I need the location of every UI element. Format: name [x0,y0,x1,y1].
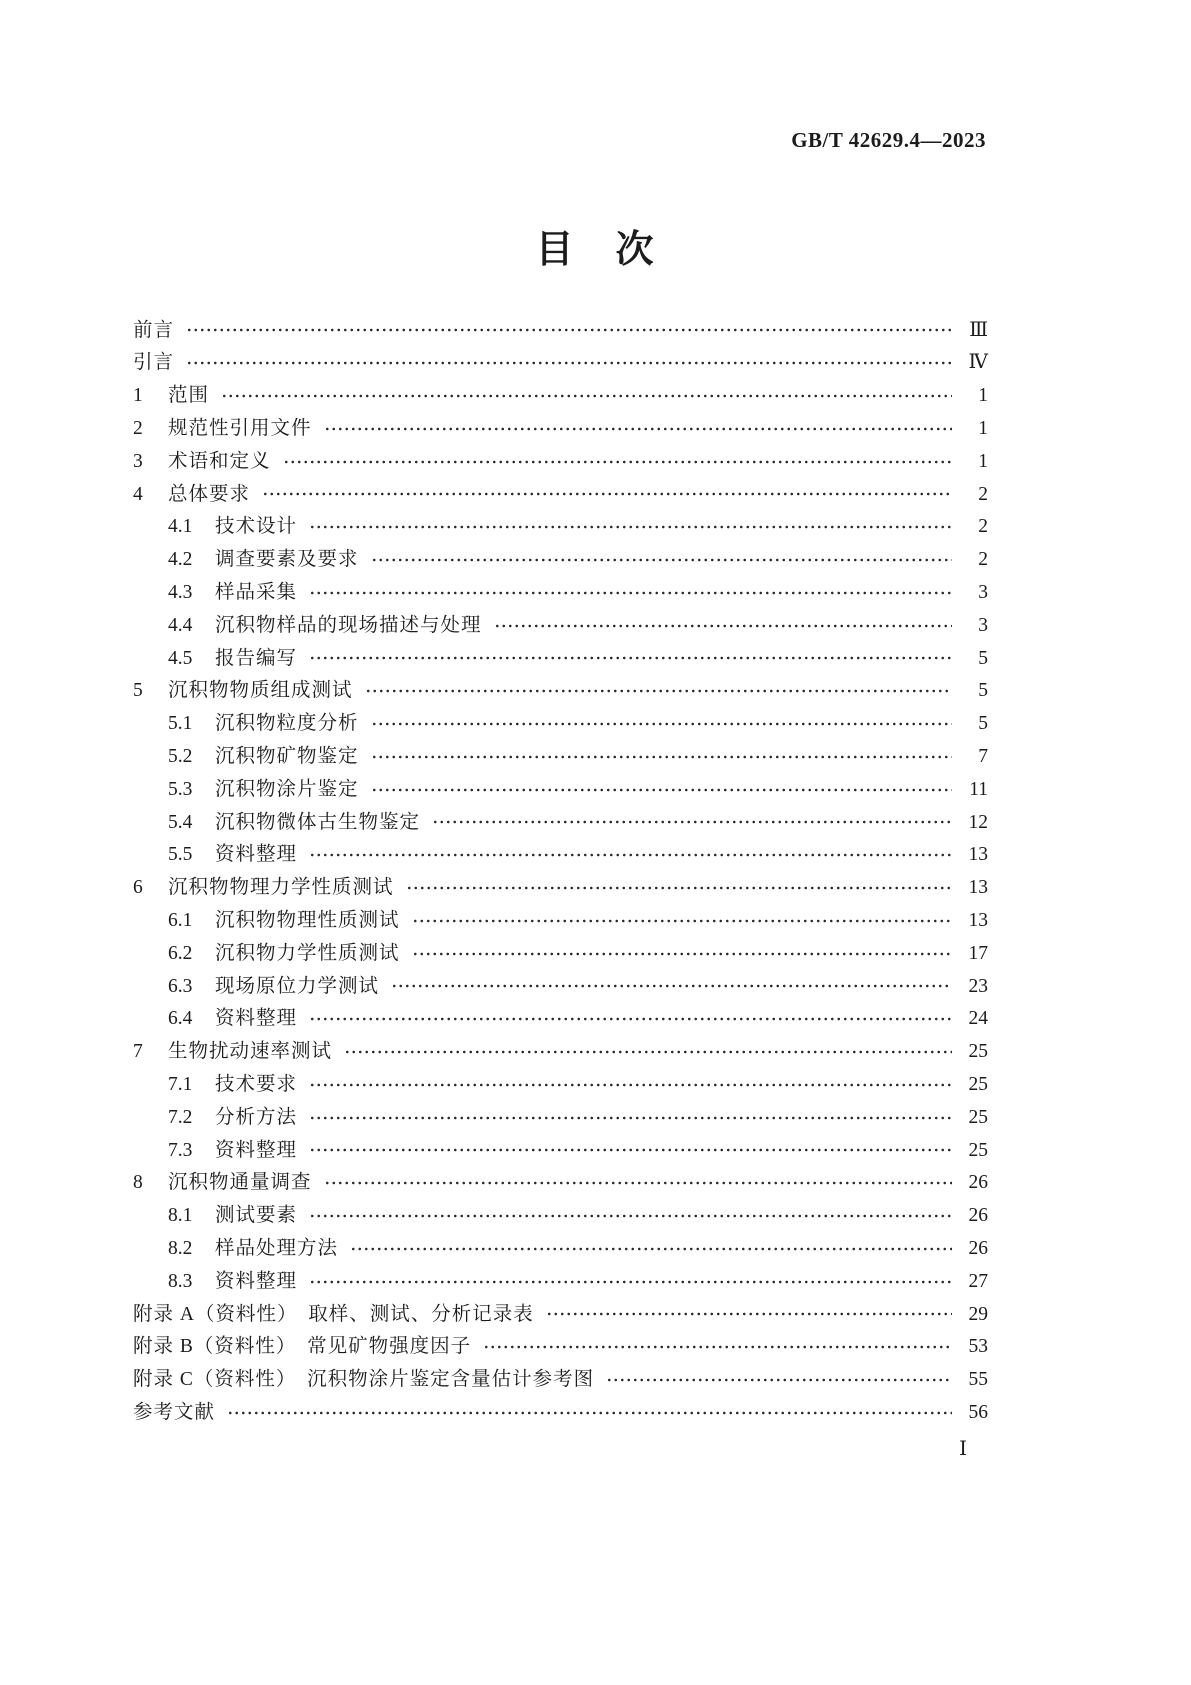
toc-entry-page: 5 [978,713,988,735]
dot-leader [494,618,952,634]
toc-entry-label: 沉积物涂片鉴定 [215,778,359,800]
toc-entry [133,740,988,773]
dot-leader [344,1044,952,1060]
toc-entry [133,1101,988,1134]
toc-entry-label: 规范性引用文件 [168,418,312,440]
toc-entry-label: 测试要素 [215,1205,298,1227]
toc-entry-page: 3 [978,614,988,636]
toc-entry-number: 6 [133,877,143,899]
toc-entry-label: 附录 C（资料性） 沉积物涂片鉴定含量估计参考图 [133,1369,595,1391]
toc-entry-page: 26 [968,1172,988,1194]
toc-entry-label: 分析方法 [215,1106,298,1128]
dot-leader [371,716,952,732]
toc-entry [133,347,988,380]
toc-entry-page: 5 [978,680,988,702]
toc-entry [133,1331,988,1364]
toc-entry [133,1364,988,1397]
toc-entry [133,1396,988,1429]
toc-entry-page: 3 [978,582,988,604]
toc-entry-number: 7.1 [168,1073,193,1095]
dot-leader [406,880,952,896]
toc-entry-label: 沉积物粒度分析 [215,713,359,735]
toc-entry-number: 7 [133,1041,143,1063]
toc-entry-label: 总体要求 [168,483,251,505]
toc-entry [133,1003,988,1036]
toc-entry-label: 样品处理方法 [215,1237,339,1259]
toc-entry-page: 53 [968,1336,988,1358]
toc-entry-page: 27 [968,1270,988,1292]
dot-leader [606,1372,952,1388]
toc-entry [133,1298,988,1331]
toc-entry-label: 范围 [168,385,210,407]
dot-leader [309,1208,952,1224]
toc-entry-label: 技术要求 [215,1073,298,1095]
toc-entry [133,970,988,1003]
dot-leader [309,1011,952,1027]
toc-entry-label: 引言 [133,352,175,374]
toc-entry [133,839,988,872]
dot-leader [309,847,952,863]
dot-leader [186,322,952,338]
toc-entry-page: 1 [978,385,988,407]
toc-entry-label: 参考文献 [133,1401,216,1423]
toc-entry [133,445,988,478]
toc-entry-label: 沉积物物理性质测试 [215,909,400,931]
dot-leader [309,1077,952,1093]
toc-entry-label: 报告编写 [215,647,298,669]
toc-entry-number: 5.3 [168,778,193,800]
toc-entry [133,675,988,708]
toc-entry-label: 资料整理 [215,1139,298,1161]
toc-entry-label: 沉积物微体古生物鉴定 [215,811,421,833]
toc-entry-number: 8.2 [168,1237,193,1259]
toc-entry-label: 资料整理 [215,1008,298,1030]
toc-entry-page: 56 [968,1401,988,1423]
toc-entry-label: 现场原位力学测试 [215,975,380,997]
toc-entry-number: 8.1 [168,1205,193,1227]
toc-entry-number: 7.3 [168,1139,193,1161]
dot-leader [412,913,952,929]
toc-entry-number: 5 [133,680,143,702]
toc-entry-number: 4 [133,483,143,505]
toc-entry [133,773,988,806]
toc-entry-label: 沉积物物理力学性质测试 [168,877,394,899]
toc-entry-label: 附录 A（资料性） 取样、测试、分析记录表 [133,1303,534,1325]
dot-leader [262,486,952,502]
page-title: 目 次 [535,229,656,271]
toc-entry-number: 4.1 [168,516,193,538]
toc-entry-number: 4.5 [168,647,193,669]
toc-entry-page: 24 [968,1008,988,1030]
toc-entry-number: 1 [133,385,143,407]
dot-leader [350,1241,952,1257]
toc-entry [133,1167,988,1200]
toc-entry [133,511,988,544]
dot-leader [309,519,952,535]
toc-entry [133,872,988,905]
toc-entry-page: 2 [978,516,988,538]
toc-entry [133,1134,988,1167]
toc-entry-page: 1 [978,450,988,472]
toc-entry-number: 6.3 [168,975,193,997]
toc-entry-number: 5.1 [168,713,193,735]
toc-entry-number: 5.2 [168,746,193,767]
toc-entry [133,1068,988,1101]
toc-entry [133,544,988,577]
toc-entry-label: 前言 [133,319,175,341]
toc-entry [133,1036,988,1069]
toc-entry-number: 6.2 [168,942,193,964]
toc-entry-number: 5.4 [168,811,193,833]
toc-entry-label: 术语和定义 [168,450,271,472]
toc-entry [133,937,988,970]
toc-entry-label: 调查要素及要求 [215,549,359,571]
toc-entry-page: 13 [968,909,988,931]
toc-entry-number: 3 [133,450,143,472]
toc-entry-page: 13 [968,877,988,899]
toc-entry-page: 26 [968,1237,988,1259]
toc-entry-label: 样品采集 [215,582,298,604]
toc-entry-page: 7 [978,746,988,767]
toc-entry-page: 25 [968,1106,988,1128]
table-of-contents [133,314,988,1429]
dot-leader [365,683,952,699]
toc-entry-label: 技术设计 [215,516,298,538]
toc-entry [133,642,988,675]
toc-entry-page: 12 [968,811,988,833]
toc-entry-page: 25 [968,1073,988,1095]
toc-entry [133,478,988,511]
toc-entry [133,412,988,445]
dot-leader [309,650,952,666]
dot-leader [546,1306,952,1322]
toc-entry-number: 7.2 [168,1106,193,1128]
toc-entry [133,314,988,347]
toc-entry-label: 沉积物样品的现场描述与处理 [215,614,482,636]
dot-leader [483,1339,952,1355]
toc-entry-label: 沉积物通量调查 [168,1172,312,1194]
dot-leader [412,946,952,962]
dot-leader [309,1110,952,1126]
dot-leader [391,978,952,994]
toc-entry-label: 附录 B（资料性） 常见矿物强度因子 [133,1336,472,1358]
toc-entry-number: 2 [133,418,143,440]
dot-leader [309,1142,952,1158]
dot-leader [371,552,952,568]
toc-entry-page: Ⅳ [968,352,988,374]
toc-entry-label: 资料整理 [215,844,298,866]
dot-leader [227,1405,952,1421]
toc-entry [133,380,988,413]
toc-entry [133,609,988,642]
toc-entry-number: 6.1 [168,909,193,931]
toc-entry [133,904,988,937]
dot-leader [432,814,952,830]
toc-entry-label: 沉积物力学性质测试 [215,942,400,964]
toc-entry-page: 11 [969,778,988,800]
toc-entry-number: 4.2 [168,549,193,571]
toc-entry [133,1200,988,1233]
toc-entry-page: Ⅲ [969,319,988,341]
toc-entry-page: 26 [968,1205,988,1227]
dot-leader [371,749,952,765]
dot-leader [371,782,952,798]
toc-entry-page: 2 [978,549,988,571]
dot-leader [309,1274,952,1290]
toc-entry [133,1232,988,1265]
toc-entry [133,708,988,741]
toc-entry-page: 13 [968,844,988,866]
toc-entry-number: 8 [133,1172,143,1194]
dot-leader [283,454,952,470]
toc-entry-page: 5 [978,647,988,669]
dot-leader [186,355,952,371]
toc-entry-page: 55 [968,1369,988,1391]
toc-entry-page: 25 [968,1139,988,1161]
toc-entry-page: 1 [978,418,988,440]
toc-entry [133,1265,988,1298]
toc-entry-page: 2 [978,483,988,505]
toc-entry-label: 沉积物物质组成测试 [168,680,353,702]
page-number: Ⅰ [959,1438,967,1460]
toc-entry-page: 17 [968,942,988,964]
standard-number: GB/T 42629.4—2023 [791,128,986,152]
toc-entry-number: 6.4 [168,1008,193,1030]
toc-entry-number: 4.3 [168,582,193,604]
dot-leader [324,1175,952,1191]
dot-leader [324,421,952,437]
toc-entry-page: 25 [968,1041,988,1063]
toc-entry [133,576,988,609]
dot-leader [221,388,952,404]
toc-entry-label: 资料整理 [215,1270,298,1292]
toc-entry [133,806,988,839]
toc-entry-page: 23 [968,975,988,997]
dot-leader [309,585,952,601]
toc-entry-label: 沉积物矿物鉴定 [215,746,359,767]
toc-entry-number: 8.3 [168,1270,193,1292]
toc-entry-page: 29 [968,1303,988,1325]
toc-entry-label: 生物扰动速率测试 [168,1041,333,1063]
toc-entry-number: 4.4 [168,614,193,636]
toc-entry-number: 5.5 [168,844,193,866]
